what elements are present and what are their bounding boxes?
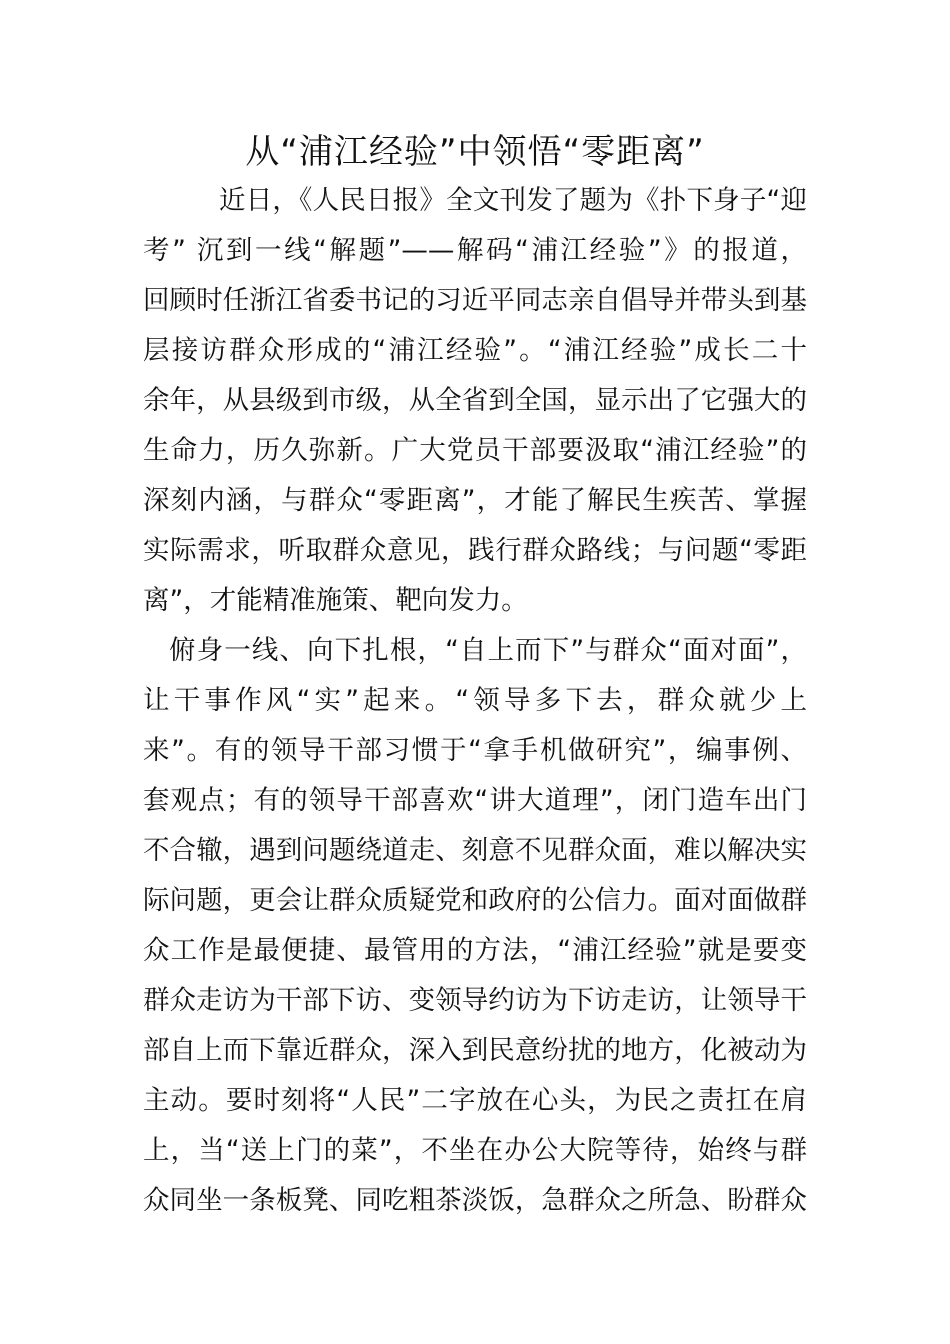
paragraph-2-line-12: 众同坐一条板凳、同吃粗茶淡饭，急群众之所急、盼群众 bbox=[143, 1185, 807, 1216]
paragraph-2-line-5: 不合辙，遇到问题绕道走、刻意不见群众面，难以解决实 bbox=[143, 835, 807, 866]
paragraph-2-line-1: 俯身一线、向下扎根，“自上而下”与群众“面对面”， bbox=[169, 635, 807, 666]
paragraph-1-line-4: 层接访群众形成的“浦江经验”。“浦江经验”成长二十 bbox=[143, 335, 807, 366]
paragraph-2-line-7: 众工作是最便捷、最管用的方法，“浦江经验”就是要变 bbox=[143, 935, 807, 966]
paragraph-2-line-3: 来”。有的领导干部习惯于“拿手机做研究”，编事例、 bbox=[143, 735, 807, 766]
paragraph-2-line-10: 主动。要时刻将“人民”二字放在心头，为民之责扛在肩 bbox=[143, 1085, 807, 1116]
paragraph-1-line-1: 近日，《人民日报》全文刊发了题为《扑下身子“迎 bbox=[219, 185, 807, 216]
paragraph-1-line-5: 余年，从县级到市级，从全省到全国，显示出了它强大的 bbox=[143, 385, 807, 416]
paragraph-1-line-8: 实际需求，听取群众意见，践行群众路线；与问题“零距 bbox=[143, 535, 807, 566]
paragraph-1-line-3: 回顾时任浙江省委书记的习近平同志亲自倡导并带头到基 bbox=[143, 285, 807, 316]
paragraph-1-line-7: 深刻内涵，与群众“零距离”，才能了解民生疾苦、掌握 bbox=[143, 485, 807, 516]
paragraph-2-line-11: 上，当“送上门的菜”，不坐在办公大院等待，始终与群 bbox=[143, 1135, 807, 1166]
paragraph-2-line-2: 让干事作风“实”起来。“领导多下去，群众就少上 bbox=[143, 685, 807, 716]
document-title: 从“浦江经验”中领悟“零距离” bbox=[245, 132, 705, 172]
paragraph-2-line-6: 际问题，更会让群众质疑党和政府的公信力。面对面做群 bbox=[143, 885, 807, 916]
paragraph-2-line-4: 套观点；有的领导干部喜欢“讲大道理”，闭门造车出门 bbox=[143, 785, 807, 816]
paragraph-1-line-6: 生命力，历久弥新。广大党员干部要汲取“浦江经验”的 bbox=[143, 435, 807, 466]
paragraph-1-line-2: 考” 沉到一线“解题”——解码“浦江经验”》的报道， bbox=[143, 235, 807, 266]
paragraph-2-line-8: 群众走访为干部下访、变领导约访为下访走访，让领导干 bbox=[143, 985, 807, 1016]
paragraph-1-line-9: 离”，才能精准施策、靶向发力。 bbox=[143, 585, 528, 616]
paragraph-2-line-9: 部自上而下靠近群众，深入到民意纷扰的地方，化被动为 bbox=[143, 1035, 807, 1066]
